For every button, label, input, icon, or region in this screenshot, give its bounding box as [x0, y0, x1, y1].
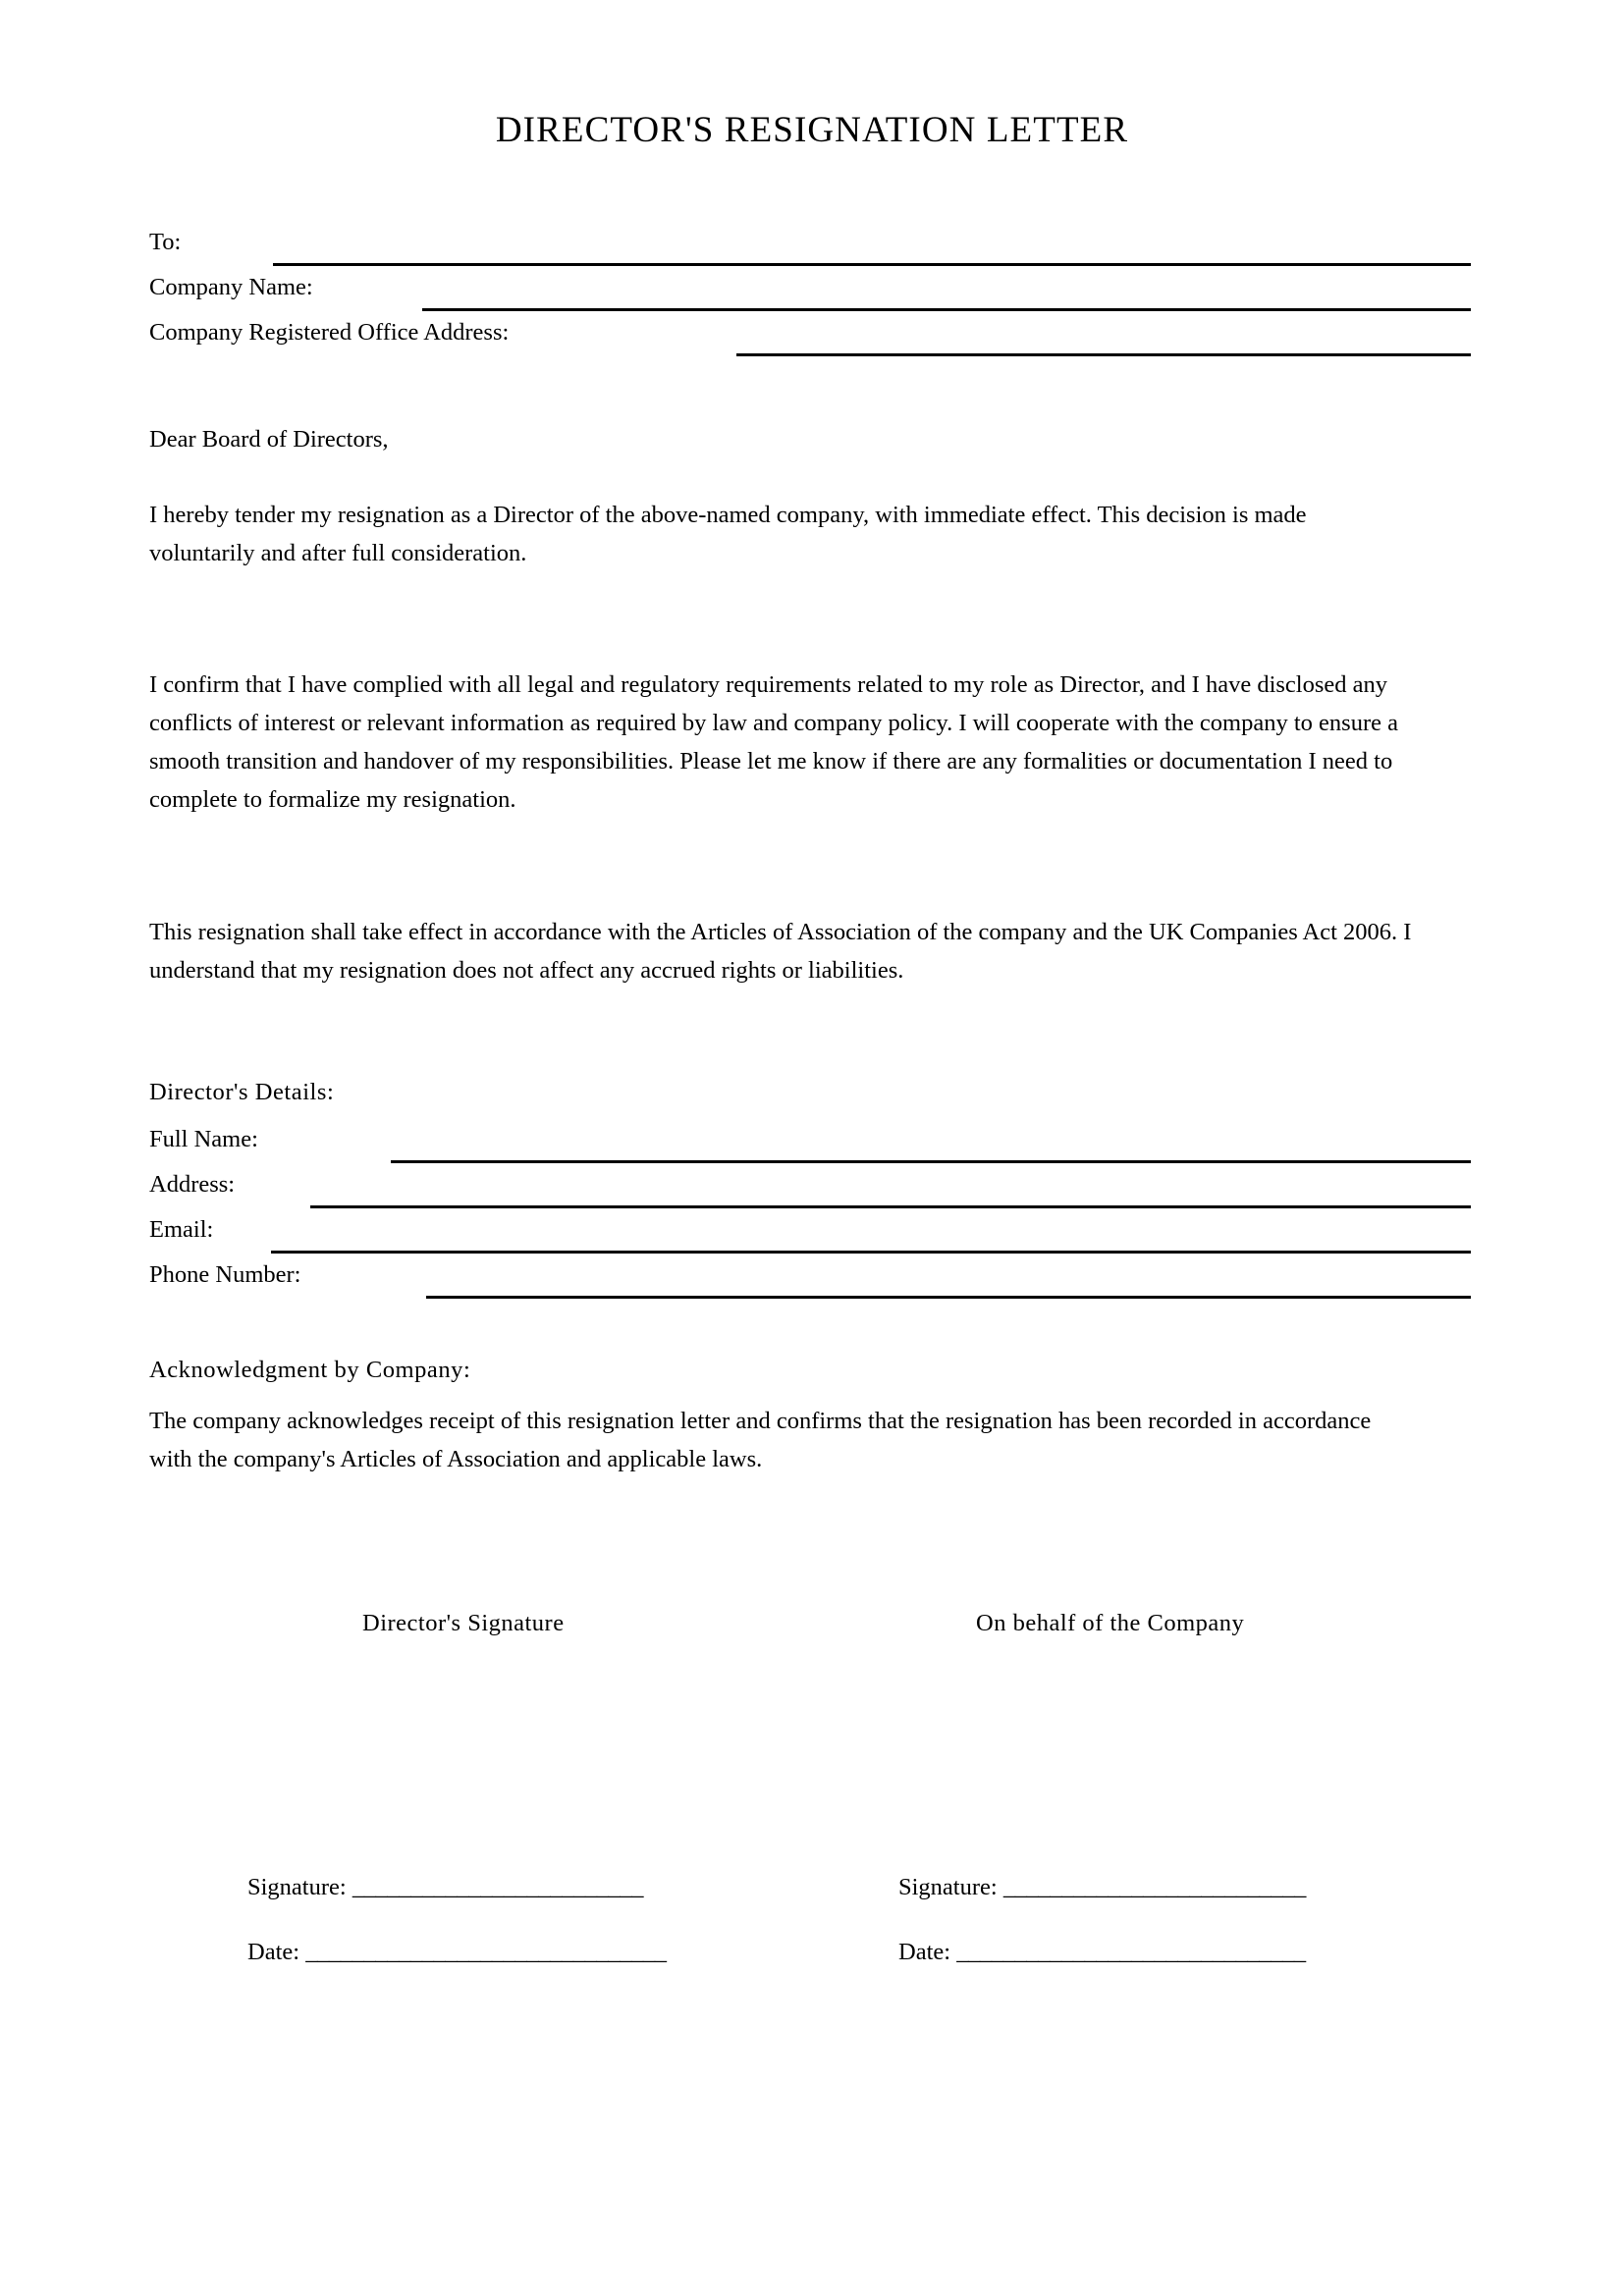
field-rule-email[interactable] — [271, 1251, 1471, 1254]
field-label-phone-number: Phone Number: — [149, 1261, 301, 1288]
field-label-address: Address: — [149, 1171, 236, 1198]
left-date-rule[interactable]: _______________________________ — [305, 1939, 667, 1965]
right-signature-label: Signature: — [898, 1874, 998, 1900]
field-rule-phone-number[interactable] — [426, 1296, 1471, 1299]
field-label-to: To: — [149, 229, 182, 255]
field-row-full-name — [149, 1125, 1471, 1168]
field-rule-registered-office[interactable] — [736, 353, 1471, 356]
field-rule-to[interactable] — [273, 263, 1471, 266]
left-signature-line[interactable] — [247, 1873, 643, 1902]
field-row-company-name — [149, 273, 1471, 316]
paragraph-compliance-confirmation: I confirm that I have complied with all legal and regulatory requirements related to my role as Director, and I have disclosed any conflicts of interest or relevant information as required by law and company policy. I will cooperate with the company to ensure a smooth transition and handover of my responsibilities. Please let me know if there are any formalities or documentation I need to complete to formalize my resignation. — [149, 671, 1398, 813]
field-rule-company-name[interactable] — [422, 308, 1471, 311]
right-signature-rule[interactable]: __________________________ — [1002, 1874, 1306, 1900]
field-row-registered-office — [149, 318, 1471, 361]
page-title: DIRECTOR'S RESIGNATION LETTER — [495, 110, 1129, 150]
right-signature-line[interactable] — [898, 1873, 1306, 1902]
right-date-rule[interactable]: ______________________________ — [956, 1939, 1306, 1965]
field-rule-full-name[interactable] — [391, 1160, 1471, 1163]
left-date-label: Date: — [247, 1939, 300, 1965]
field-label-full-name: Full Name: — [149, 1126, 258, 1152]
salutation: Dear Board of Directors, — [149, 426, 389, 453]
caption-director-signature: Director's Signature — [362, 1610, 565, 1636]
field-label-email: Email: — [149, 1216, 214, 1243]
right-date-line[interactable] — [898, 1938, 1306, 1967]
caption-company-signature: On behalf of the Company — [976, 1610, 1245, 1636]
field-row-phone-number — [149, 1260, 1471, 1304]
field-rule-address[interactable] — [310, 1205, 1471, 1208]
left-signature-label: Signature: — [247, 1874, 347, 1900]
field-row-email — [149, 1215, 1471, 1258]
paragraph-resignation-tender: I hereby tender my resignation as a Director of the above-named company, with immediate effect. This decision is made voluntarily and after full consideration. — [149, 502, 1307, 566]
section-heading-acknowledgment: Acknowledgment by Company: — [149, 1357, 471, 1383]
paragraph-effect-and-act: This resignation shall take effect in accordance with the Articles of Association of the company and the UK Companies Act 2006. I understand that my resignation does not affect any accrued rights or liabilities. — [149, 919, 1412, 984]
field-label-company-name: Company Name: — [149, 274, 313, 300]
left-signature-rule[interactable]: _________________________ — [352, 1874, 644, 1900]
field-label-registered-office: Company Registered Office Address: — [149, 319, 510, 346]
field-row-address — [149, 1170, 1471, 1213]
field-row-to — [149, 228, 1471, 271]
section-heading-director-details: Director's Details: — [149, 1079, 335, 1105]
acknowledgment-text: The company acknowledges receipt of this resignation letter and confirms that the resignation has been recorded in accordance with the company's Articles of Association and applicable laws. — [149, 1408, 1372, 1472]
left-date-line[interactable] — [247, 1938, 667, 1967]
right-date-label: Date: — [898, 1939, 951, 1965]
